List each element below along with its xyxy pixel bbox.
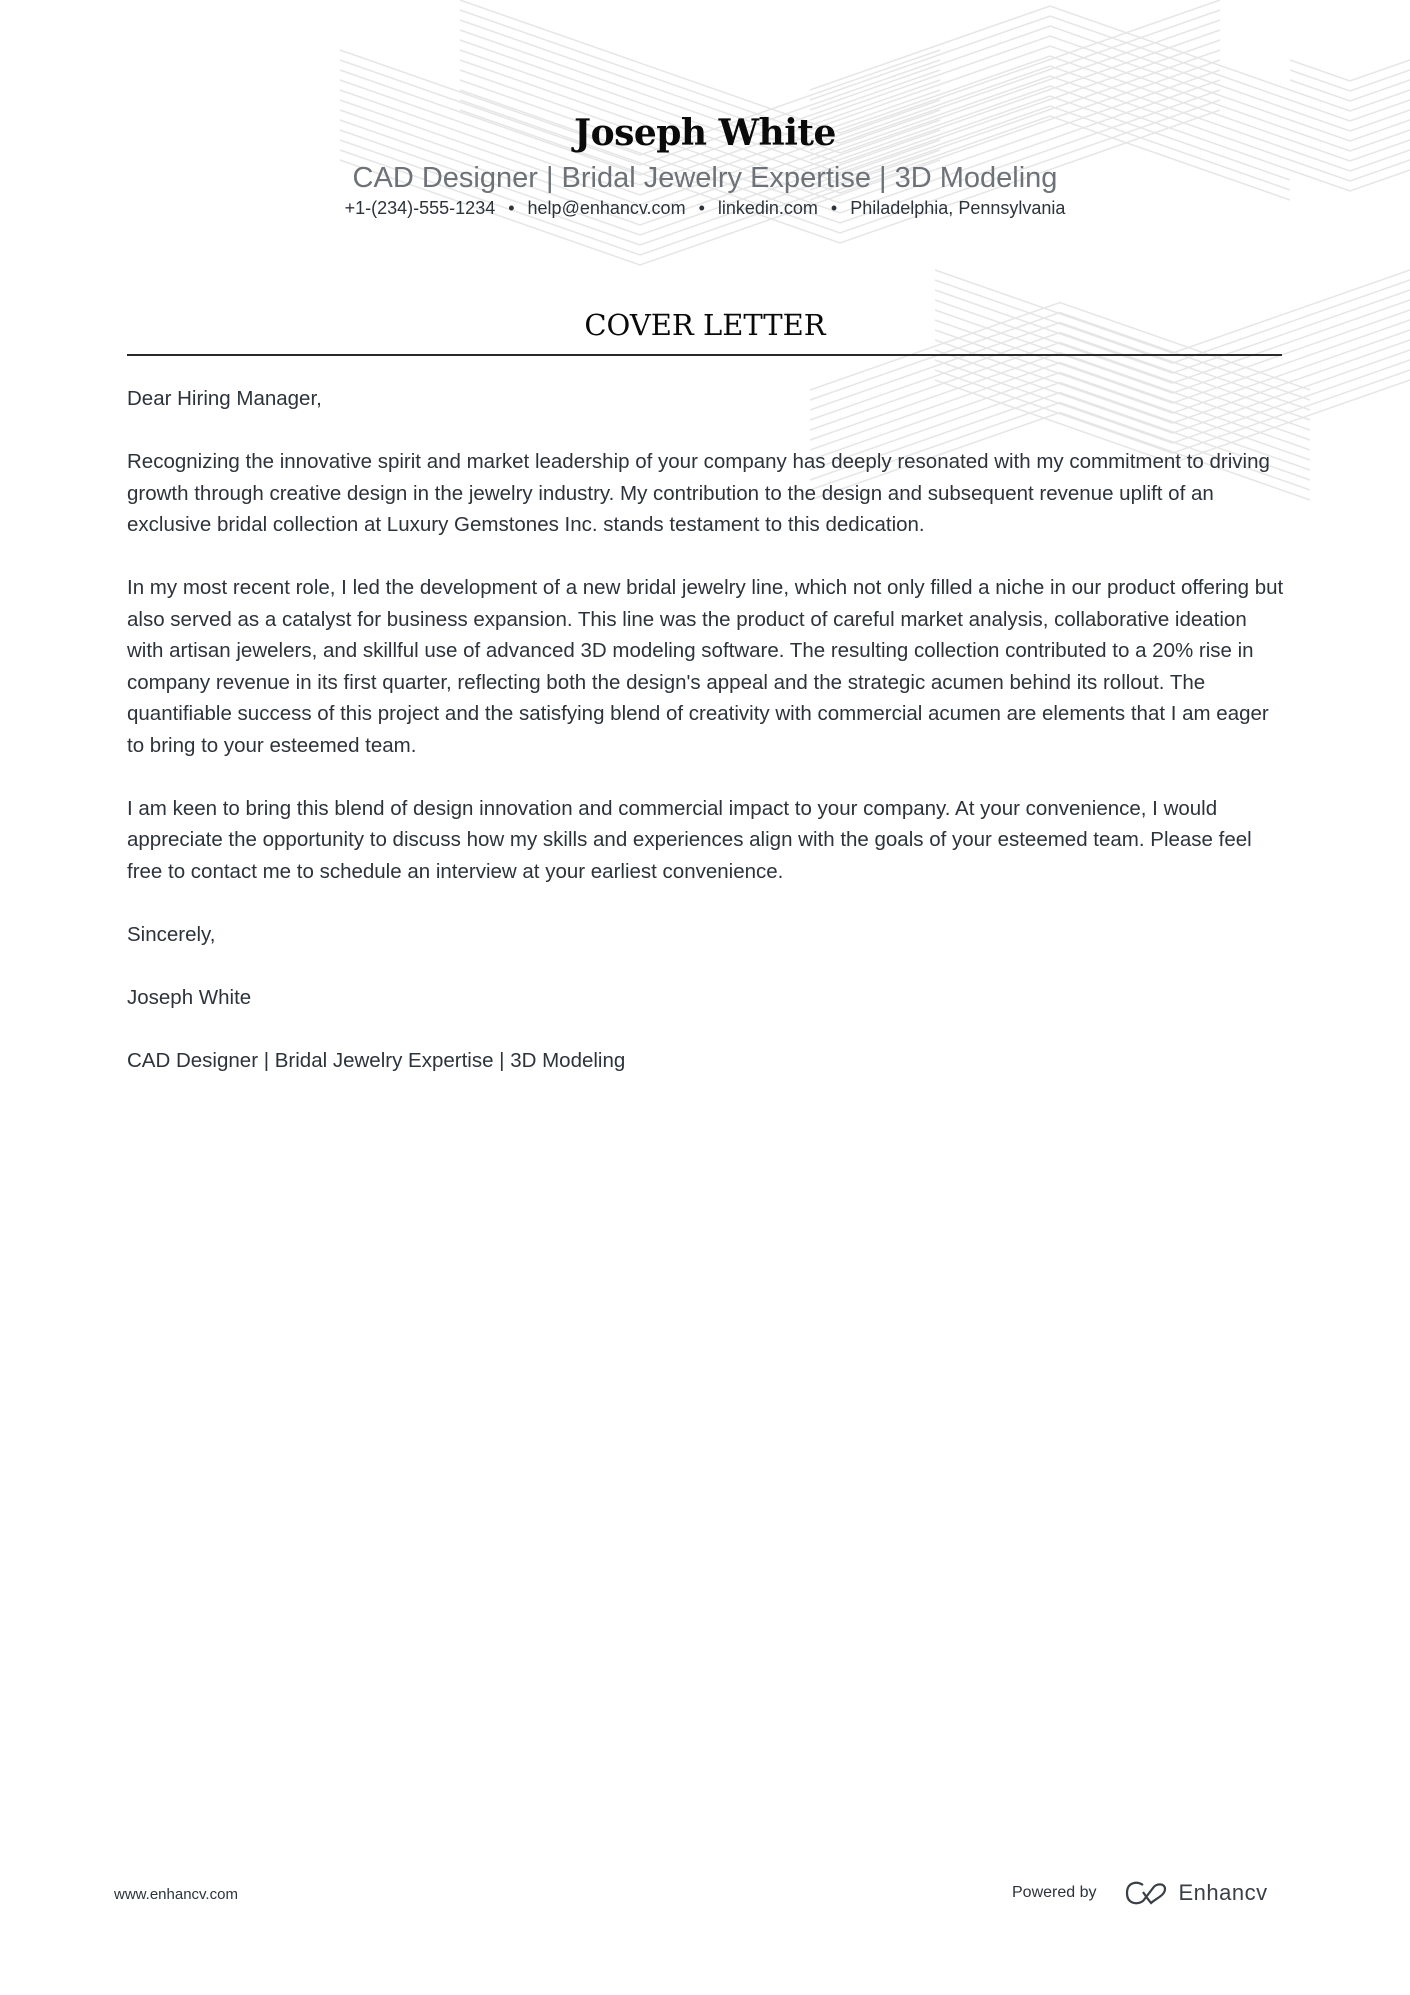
enhancv-logo-icon bbox=[1123, 1880, 1169, 1906]
brand-name: Enhancv bbox=[1178, 1880, 1268, 1905]
separator-dot: • bbox=[698, 198, 705, 218]
applicant-name: Joseph White bbox=[574, 112, 836, 154]
section-divider bbox=[127, 354, 1282, 356]
enhancv-logo[interactable] bbox=[1123, 1880, 1268, 1906]
email-link[interactable]: help@enhancv.com bbox=[527, 198, 686, 218]
paragraph: In my most recent role, I led the development of a new bridal jewelry line, which not only filled a niche in our product offering but also served as a catalyst for business expansion. This line was the product of careful market analysis, collaborative ideation with artisan jewelers, and skillful use of advanced 3D modeling software. The resulting collection contributed to a 20% rise in company revenue in its first quarter, reflecting both the design's appeal and the strategic acumen behind its rollout. The quantifiable success of this project and the satisfying blend of creativity with commercial acumen are elements that I am eager to bring to your esteemed team. bbox=[127, 576, 1284, 757]
section-title: COVER LETTER bbox=[584, 308, 826, 342]
signature-title: CAD Designer | Bridal Jewelry Expertise | 3D Modeling bbox=[127, 1048, 626, 1072]
closing: Sincerely, bbox=[127, 922, 216, 946]
letter-body bbox=[127, 383, 1287, 1108]
website-link[interactable]: www.enhancv.com bbox=[114, 1886, 238, 1903]
linkedin-link[interactable]: linkedin.com bbox=[717, 198, 818, 218]
separator-dot: • bbox=[830, 198, 838, 218]
powered-by-label: Powered by bbox=[1012, 1884, 1097, 1901]
powered-by bbox=[1012, 1880, 1268, 1906]
applicant-title: CAD Designer | Bridal Jewelry Expertise | 3D Modeling bbox=[352, 162, 1058, 194]
location: Philadelphia, Pennsylvania bbox=[850, 198, 1066, 218]
greeting: Dear Hiring Manager, bbox=[127, 387, 322, 410]
paragraph: Recognizing the innovative spirit and market leadership of your company has deeply resonated with my commitment to driving growth through creative design in the jewelry industry. My contribution to the design and subsequent revenue uplift of an exclusive bridal collection at Luxury Gemstones Inc. stands testament to this dedication. bbox=[127, 450, 1270, 536]
contact-line bbox=[0, 198, 1410, 219]
phone: +1-(234)-555-1234 bbox=[344, 198, 496, 218]
paragraph: I am keen to bring this blend of design innovation and commercial impact to your company. At your convenience, I would appreciate the opportunity to discuss how my skills and experiences align with the goals of your esteemed team. Please feel free to contact me to schedule an interview at your earliest convenience. bbox=[127, 796, 1252, 883]
signature-name: Joseph White bbox=[127, 985, 252, 1009]
separator-dot: • bbox=[508, 198, 515, 218]
